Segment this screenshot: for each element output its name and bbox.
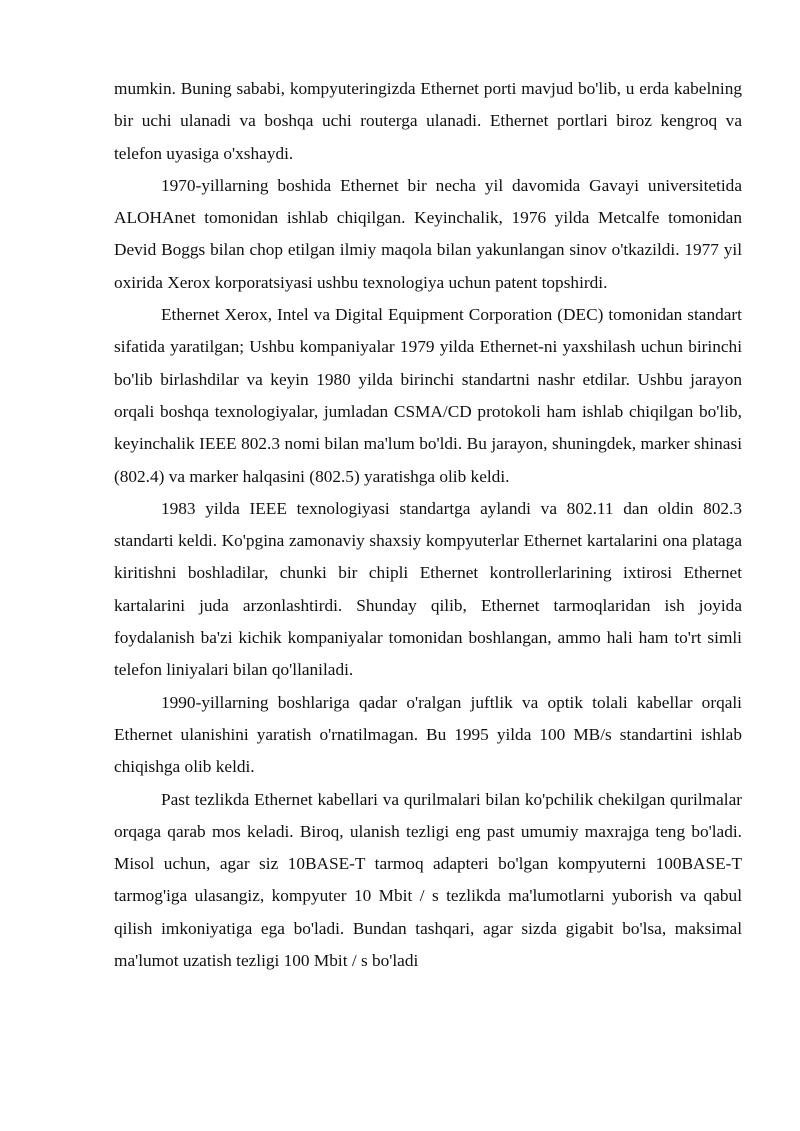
paragraph-twisted-pair: 1990-yillarning boshlariga qadar o'ralgan juftlik va optik tolali kabellar orqali Ethernet ulanishini yaratish o'rnatilmagan. Bu 1995 yilda 100 MB/s standartini ishlab chiqishga olib keldi. xyxy=(114,692,742,777)
paragraph-ieee-standard: 1983 yilda IEEE texnologiyasi standartga aylandi va 802.11 dan oldin 802.3 standarti keldi. Ko'pgina zamonaviy shaxsiy kompyuterlar Ethernet kartalarini ona plataga kiritishni boshladilar, chunki bir chipli Ethernet kontrollerlarining ixtirosi Ethernet kartalarini juda arzonlashtirdi. Shunday qilib, Ethernet tarmoqlaridan ish joyida foydalanish ba'zi kichik kompaniyalar tomonidan boshlangan, ammo hali ham to'rt simli telefon liniyalari bilan qo'llaniladi. xyxy=(114,498,742,680)
paragraph-continuation: mumkin. Buning sababi, kompyuteringizda Ethernet porti mavjud bo'lib, u erda kabelning bir uchi ulanadi va boshqa uchi routerga ulanadi. Ethernet portlari biroz kengroq va telefon uyasiga o'xshaydi. xyxy=(114,79,742,163)
paragraph-ethernet-standard: Ethernet Xerox, Intel va Digital Equipment Corporation (DEC) tomonidan standart sifatida yaratilgan; Ushbu kompaniyalar 1979 yilda Ethernet-ni yaxshilash uchun birinchi bo'lib birlashdilar va keyin 1980 yilda birinchi standartni nashr etdilar. Ushbu jarayon orqali boshqa texnologiyalar, jumladan CSMA/CD protokoli ham ishlab chiqilgan bo'lib, keyinchalik IEEE 802.3 nomi bilan ma'lum bo'ldi. Bu jarayon, shuningdek, marker shinasi (802.4) va marker halqasini (802.5) yaratishga olib keldi. xyxy=(114,305,742,486)
paragraph-ethernet-origins: 1970-yillarning boshida Ethernet bir necha yil davomida Gavayi universitetida ALOHAnet tomonidan ishlab chiqilgan. Keyinchalik, 1976 yilda Metcalfe tomonidan Devid Boggs bilan chop etilgan ilmiy maqola bilan yakunlangan sinov o'tkazildi. 1977 yil oxirida Xerox korporatsiyasi ushbu texnologiya uchun patent topshirdi. xyxy=(114,175,742,292)
document-page xyxy=(114,73,742,977)
paragraph-compatibility: Past tezlikda Ethernet kabellari va qurilmalari bilan ko'pchilik chekilgan qurilmalar orqaga qarab mos keladi. Biroq, ulanish tezligi eng past umumiy maxrajga teng bo'ladi. Misol uchun, agar siz 10BASE-T tarmoq adapteri bo'lgan kompyuterni 100BASE-T tarmog'iga ulasangiz, kompyuter 10 Mbit / s tezlikda ma'lumotlarni yuborish va qabul qilish imkoniyatiga ega bo'ladi. Bundan tashqari, agar sizda gigabit bo'lsa, maksimal ma'lumot uzatish tezligi 100 Mbit / s bo'ladi xyxy=(114,789,742,971)
